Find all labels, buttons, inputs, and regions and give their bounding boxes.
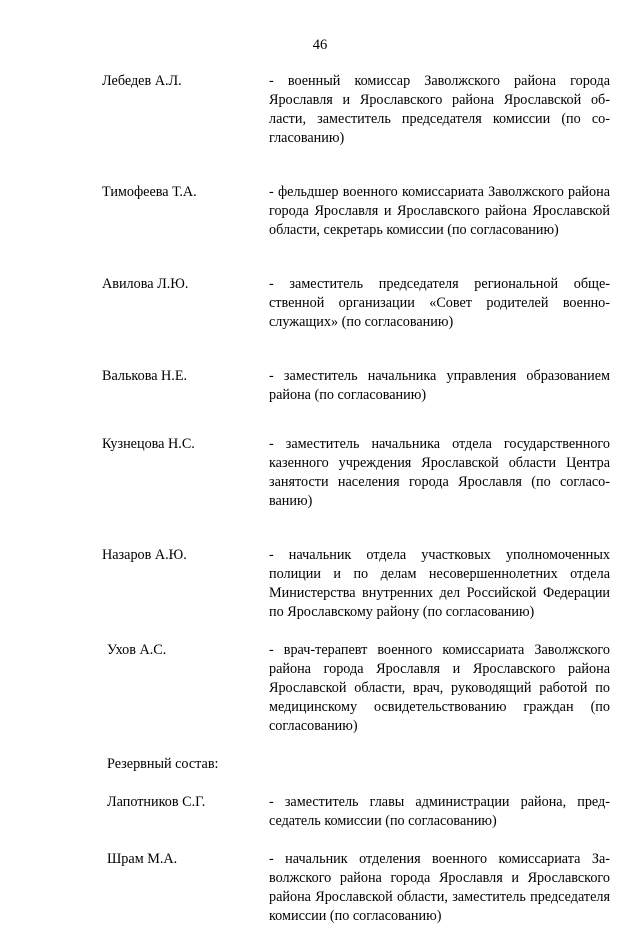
member-description: - начальник отдела участковых уполномоченных полиции и по делам несовершеннолетних отдела Министерства внутренних дел Российской Федерации по Ярославскому району (по согласованию) [269,547,610,620]
member-name: Шрам М.А. [107,851,178,867]
member-description: - начальник отделения военного комиссариата Заволжского района города Ярославля и Ярославского района Ярославской области, заместитель председателя комиссии (по согласованию) [269,851,610,924]
member-name: Лапотников С.Г. [107,794,206,810]
member-description: - врач-терапевт военного комиссариата Заволжского района города Ярославля и Ярославского района Ярославской области, врач, руководящий работой по медицинскому освидетельствованию граждан (по согласованию) [269,642,610,734]
member-entry [102,435,610,511]
member-name: Лебедев А.Л. [102,73,182,89]
reserve-member-entry [102,793,610,831]
member-name: Кузнецова Н.С. [102,436,195,452]
reserve-section-label: Резервный состав: [107,756,219,772]
reserve-member-entry [102,850,610,926]
member-entry [102,183,610,240]
member-description: - заместитель начальника управления образованием района (по согласованию) [269,368,610,403]
commission-members-list [102,72,610,926]
member-name: Тимофеева Т.А. [102,184,197,200]
member-entry [102,546,610,622]
member-description: - фельдшер военного комиссариата Заволжского района города Ярославля и Ярославского района Ярославской области, секретарь комиссии (по согласованию) [269,184,610,238]
member-entry [102,275,610,332]
member-name: Авилова Л.Ю. [102,276,189,292]
member-description: - военный комиссар Заволжского района города Ярославля и Ярославского района Ярославской области, заместитель председателя комиссии (по согласованию) [269,73,610,146]
member-name: Валькова Н.Е. [102,368,188,384]
member-entry [102,641,610,736]
member-name: Назаров А.Ю. [102,547,187,563]
member-name: Ухов А.С. [107,642,167,658]
member-entry [102,367,610,405]
member-entry [102,72,610,148]
member-description: - заместитель начальника отдела государственного казенного учреждения Ярославской области Центра занятости населения города Ярославля (по согласованию) [269,436,610,509]
member-description: - заместитель главы администрации района, председатель комиссии (по согласованию) [269,794,610,829]
page-number: 46 [312,37,328,53]
member-description: - заместитель председателя региональной общественной организации «Совет родителей военнослужащих» (по согласованию) [269,276,610,330]
